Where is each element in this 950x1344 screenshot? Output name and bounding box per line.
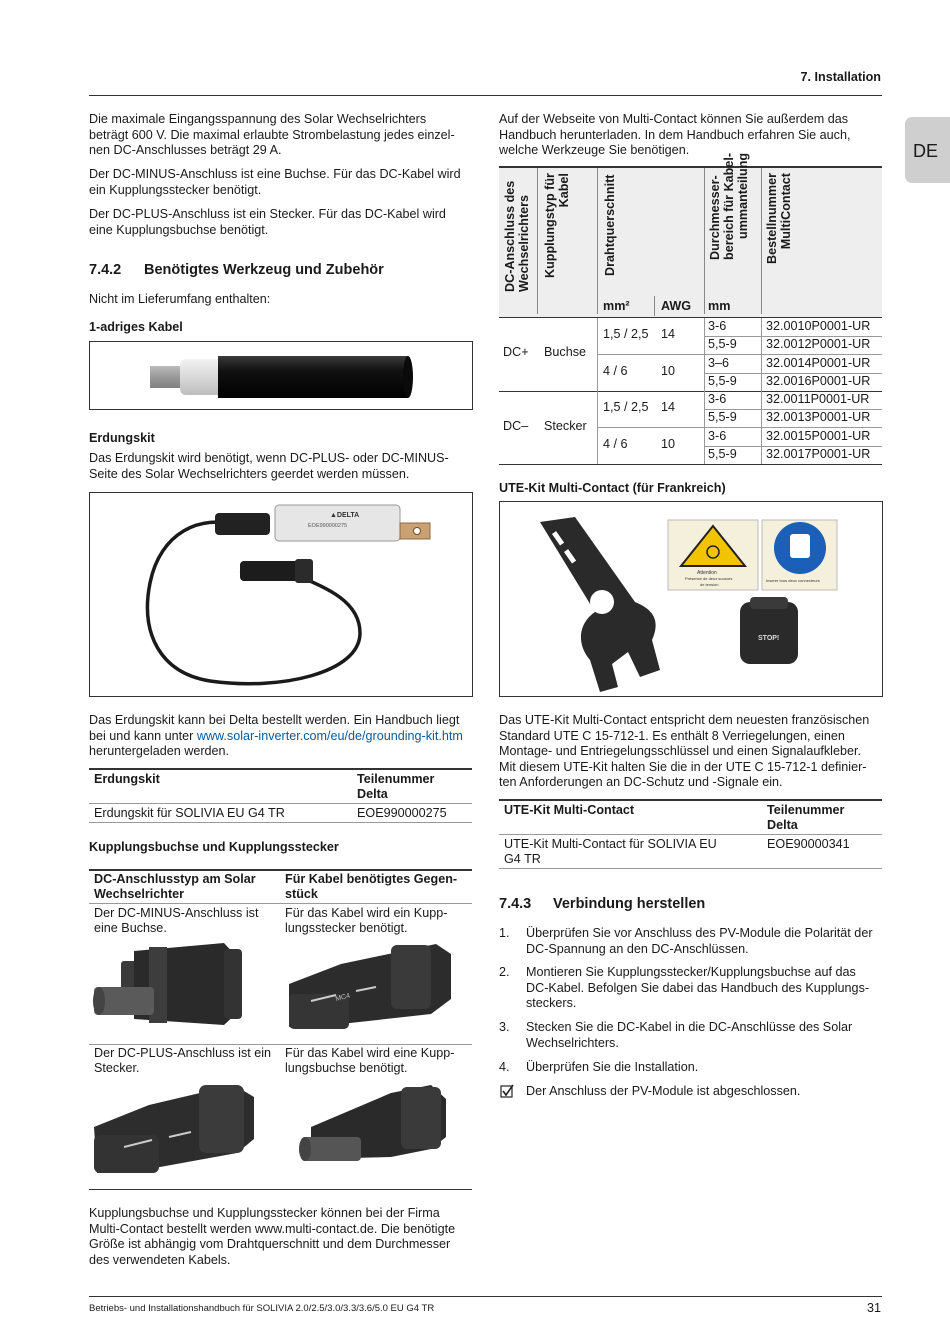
warning-text: Attention xyxy=(697,570,717,576)
instruction-text: Inserer tous deux connecteurs xyxy=(766,578,820,583)
header-rule xyxy=(89,95,882,96)
table-cell: UTE-Kit Multi-Contact für SOLIVIA EU G4 TR xyxy=(504,837,717,866)
section-header: 7. Installation xyxy=(800,70,881,84)
socket-image xyxy=(281,1077,471,1187)
table-cell: Stecker xyxy=(544,419,587,433)
grounding-kit-link[interactable]: www.solar-inverter.com/eu/de/grounding-kit.htm xyxy=(196,728,463,743)
step-1: 1. Überprüfen Sie vor Anschluss des PV-Module die Polarität der DC-Spannung an den DC-Anschlüssen. xyxy=(499,926,873,956)
step-number: 2. xyxy=(499,965,510,979)
table-cell: 1,5 / 2,5 xyxy=(603,400,649,414)
ute-paragraph: Das UTE-Kit Multi-Contact entspricht dem neuesten französischen Standard UTE C 15-712-1. Es enthält 8 Verriegelungen, einen Montage- und Entriegelungsschlüssel und einen Signalaufkleber. Mit diesem UTE-Kit halten Sie die in der UTE C 15-712-1 definier- ten Anforderungen an DC-Schutz und -Signale ein. xyxy=(499,713,870,789)
order-number-cell: 32.0010P0001-UR xyxy=(766,319,871,333)
table-header: UTE-Kit Multi-Contact xyxy=(504,803,635,817)
footer-rule xyxy=(89,1296,882,1297)
result-line: Der Anschluss der PV-Module ist abgeschlossen. xyxy=(499,1084,882,1100)
delta-part-label: EOE990000275 xyxy=(308,523,348,529)
table-cell: 1,5 / 2,5 xyxy=(603,327,649,341)
grounding-title: Erdungskit xyxy=(89,431,155,445)
mc-label: MC4 xyxy=(334,992,351,1003)
table-header: DC-Anschlusstyp am Solar Wechselrichter xyxy=(94,872,256,901)
plug-image xyxy=(281,939,471,1049)
socket-image xyxy=(89,939,279,1049)
delta-label: ▲DELTA xyxy=(330,512,360,519)
dc-plus-paragraph: Der DC-PLUS-Anschluss ist ein Stecker. Für das DC-Kabel wird eine Kupplungsbuchse benötigt. xyxy=(89,207,446,237)
table-cell: 14 xyxy=(661,327,676,341)
coupling-table xyxy=(89,869,472,1191)
heading-text: Benötigtes Werkzeug und Zubehör xyxy=(144,262,384,278)
unit-awg: AWG xyxy=(661,299,692,313)
footer-text: Betriebs- und Installationshandbuch für SOLIVIA 2.0/2.5/3.0/3.3/3.6/5.0 EU G4 TR xyxy=(89,1303,435,1314)
ute-part-table xyxy=(499,799,882,869)
checkbox-icon xyxy=(500,1084,514,1098)
grounding-kit-image xyxy=(89,492,473,697)
dc-minus-paragraph: Der DC-MINUS-Anschluss ist eine Buchse. Für das DC-Kabel wird ein Kupplungsstecker benötigt. xyxy=(89,167,461,197)
step-number: 3. xyxy=(499,1020,510,1034)
table-cell: EOE90000341 xyxy=(767,837,850,851)
table-cell: Erdungskit für SOLIVIA EU G4 TR xyxy=(94,806,285,820)
heading-number: 7.4.2 xyxy=(89,262,122,278)
order-number-cell: 32.0014P0001-UR xyxy=(766,356,871,370)
table-cell: Buchse xyxy=(544,345,587,359)
order-number-cell: 32.0012P0001-UR xyxy=(766,337,871,351)
step-number: 1. xyxy=(499,926,510,940)
right-intro-paragraph: Auf der Webseite von Multi-Contact können Sie außerdem das Handbuch herunterladen. In dem Handbuch erfahren Sie auch, welche Werkzeuge Sie benötigen. xyxy=(499,112,851,157)
section-heading-742 xyxy=(89,262,384,278)
range-cell: 5,5-9 xyxy=(708,447,737,461)
column-header: Kupplungstyp für Kabel xyxy=(543,173,571,278)
section-heading-743 xyxy=(499,896,706,912)
step-3: 3. Stecken Sie die DC-Kabel in die DC-Anschlüsse des Solar Wechselrichters. xyxy=(499,1020,853,1050)
grounding-part-table xyxy=(89,768,472,824)
column-header: Bestellnummer MultiContact xyxy=(765,173,793,264)
table-cell: Der DC-MINUS-Anschluss ist eine Buchse. xyxy=(94,906,259,935)
cable-title: 1-adriges Kabel xyxy=(89,320,183,334)
table-header: Teilenummer Delta xyxy=(767,803,845,832)
table-cell: 14 xyxy=(661,400,676,414)
plug-image xyxy=(89,1077,279,1187)
column-header: Drahtquerschnitt xyxy=(603,174,617,276)
step-2: 2. Montieren Sie Kupplungsstecker/Kupplungsbuchse auf das DC-Kabel. Befolgen Sie dabei das Handbuch des Kupplungs- steckers. xyxy=(499,965,870,1010)
warning-text: de tension xyxy=(700,582,719,587)
range-cell: 3-6 xyxy=(708,392,727,406)
ute-title: UTE-Kit Multi-Contact (für Frankreich) xyxy=(499,481,726,495)
range-cell: 5,5-9 xyxy=(708,410,737,424)
language-tab[interactable] xyxy=(905,117,950,183)
table-cell: Für das Kabel wird ein Kupp- lungsstecker benötigt. xyxy=(285,906,448,935)
table-cell: EOE990000275 xyxy=(357,806,447,820)
step-4: 4. Überprüfen Sie die Installation. xyxy=(499,1060,699,1074)
order-number-cell: 32.0016P0001-UR xyxy=(766,374,871,388)
warning-text: Présence de deux sources xyxy=(685,576,733,581)
table-header: Erdungskit xyxy=(94,772,160,786)
unit-mm2: mm² xyxy=(603,299,630,313)
cable-image xyxy=(89,341,473,410)
page-number: 31 xyxy=(866,1301,881,1315)
unit-mm: mm xyxy=(708,299,731,313)
order-number-cell: 32.0017P0001-UR xyxy=(766,447,871,461)
table-cell: 4 / 6 xyxy=(603,437,628,451)
heading-number: 7.4.3 xyxy=(499,896,532,912)
intro-paragraph: Die maximale Eingangsspannung des Solar Wechselrichters beträgt 600 V. Die maximal erlaubte Strombelastung jedes einzel- nen DC-Anschlusses beträgt 29 A. xyxy=(89,112,455,157)
multicontact-table xyxy=(499,152,882,464)
table-cell: DC– xyxy=(503,419,529,433)
table-cell: 4 / 6 xyxy=(603,364,628,378)
table-cell: Der DC-PLUS-Anschluss ist ein Stecker. xyxy=(94,1046,272,1075)
grounding-kit-illustration xyxy=(90,493,473,697)
stop-label: STOP! xyxy=(758,635,780,642)
table-header: Für Kabel benötigtes Gegen- stück xyxy=(285,872,458,901)
table-cell: DC+ xyxy=(503,345,529,359)
range-cell: 3–6 xyxy=(708,356,730,370)
order-number-cell: 32.0015P0001-UR xyxy=(766,429,871,443)
order-number-cell: 32.0013P0001-UR xyxy=(766,410,871,424)
range-cell: 3-6 xyxy=(708,319,727,333)
order-number-cell: 32.0011P0001-UR xyxy=(766,392,870,406)
table-cell: 10 xyxy=(661,437,676,451)
column-header: DC-Anschluss des Wechselrichters xyxy=(503,180,531,292)
step-number: 4. xyxy=(499,1060,510,1074)
ute-kit-illustration xyxy=(500,502,883,697)
range-cell: 5,5-9 xyxy=(708,374,737,388)
column-header: Durchmesser- bereich für Kabel- ummanteilung xyxy=(708,152,750,260)
coupling-title: Kupplungsbuchse und Kupplungsstecker xyxy=(89,840,339,854)
range-cell: 3-6 xyxy=(708,429,727,443)
language-tab-label: DE xyxy=(913,141,939,161)
table-cell: 10 xyxy=(661,364,676,378)
table-cell: Für das Kabel wird eine Kupp- lungsbuchse benötigt. xyxy=(285,1046,455,1075)
ute-kit-image xyxy=(499,501,883,697)
closing-paragraph: Kupplungsbuchse und Kupplungsstecker können bei der Firma Multi-Contact bestellt werden www.multi-contact.de. Die benötigte Größe ist abhängig vom Drahtquerschnitt und dem Durchmesser des verwendeten Kabels. xyxy=(89,1206,456,1267)
table-header: Teilenummer Delta xyxy=(357,772,435,801)
range-cell: 5,5-9 xyxy=(708,337,737,351)
cable-illustration xyxy=(90,342,473,410)
heading-text: Verbindung herstellen xyxy=(553,896,706,912)
grounding-paragraph: Das Erdungskit wird benötigt, wenn DC-PLUS- oder DC-MINUS- Seite des Solar Wechselrichters geerdet werden müssen. xyxy=(89,451,449,481)
not-included-text: Nicht im Lieferumfang enthalten: xyxy=(89,292,271,306)
order-paragraph: Das Erdungskit kann bei Delta bestellt werden. Ein Handbuch liegt bei und kann unter www.solar-inverter.com/eu/de/grounding-kit.htm heruntergeladen werden. xyxy=(89,713,463,758)
